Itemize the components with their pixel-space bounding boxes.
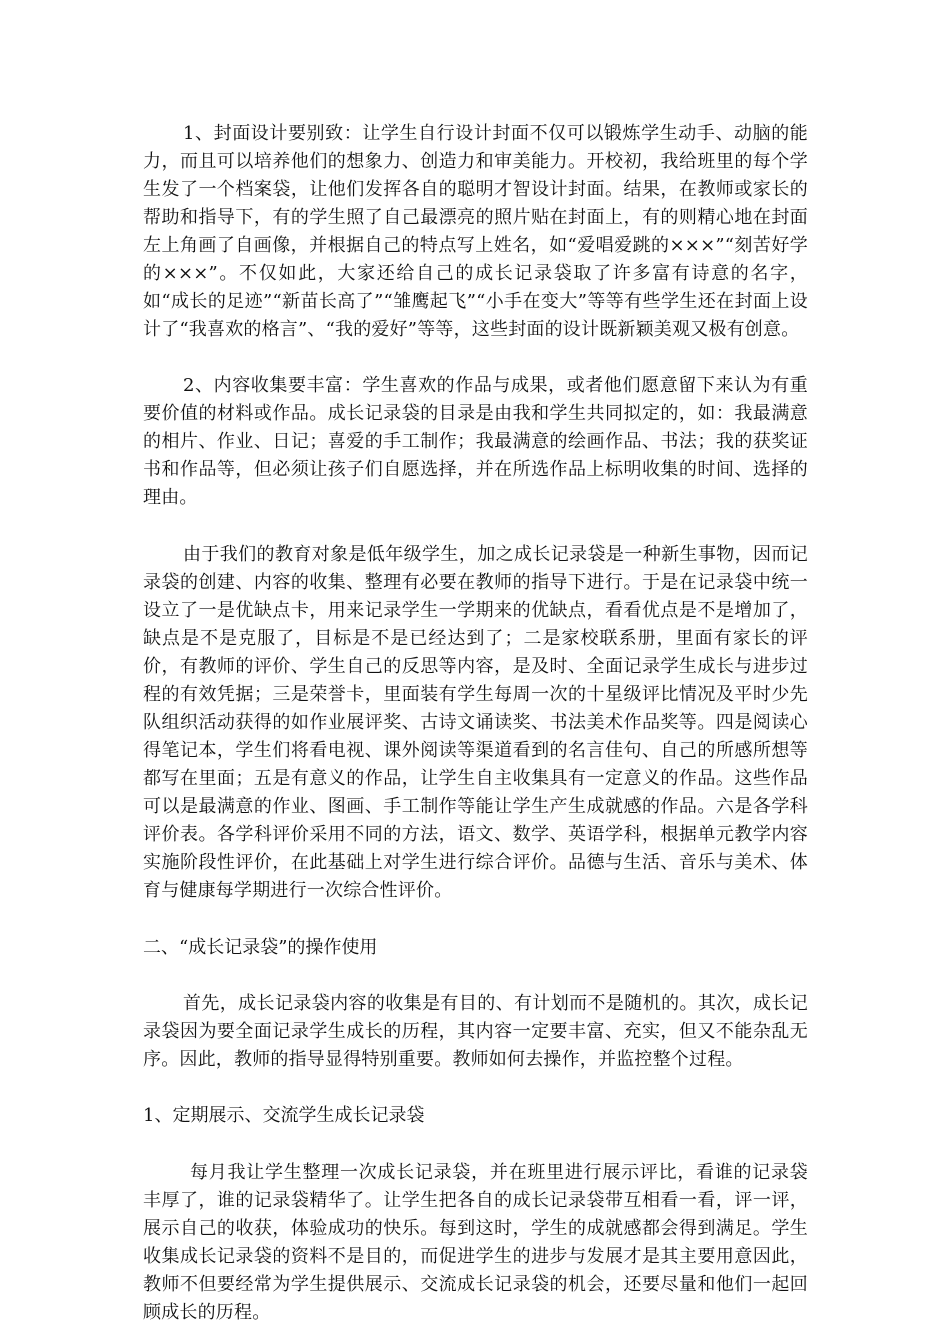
paragraph-record-bag-structure: 由于我们的教育对象是低年级学生，加之成长记录袋是一种新生事物，因而记录袋的创建、内容的收集、整理有必要在教师的指导下进行。于是在记录袋中统一设立了一是优缺点卡，用来记录学生一学期来的优缺点，看看优点是不是增加了，缺点是不是克服了，目标是不是已经达到了；二是家校联系册，里面有家长的评价，有教师的评价、学生自己的反思等内容，是及时、全面记录学生成长与进步过程的有效凭据；三是荣誉卡，里面装有学生每周一次的十星级评比情况及平时少先队组织活动获得的如作业展评奖、古诗文诵读奖、书法美术作品奖等。四是阅读心得笔记本，学生们将看电视、课外阅读等渠道看到的名言佳句、自己的所感所想等都写在里面；五是有意义的作品，让学生自主收集具有一定意义的作品。这些作品可以是最满意的作业、图画、手工制作等能让学生产生成就感的作品。六是各学科评价表。各学科评价采用不同的方法，语文、数学、英语学科，根据单元教学内容实施阶段性评价，在此基础上对学生进行综合评价。品德与生活、音乐与美术、体育与健康每学期进行一次综合性评价。 — [143, 544, 808, 901]
document-page — [143, 120, 808, 1327]
section-heading-operation-use: 二、“成长记录袋”的操作使用 — [143, 937, 378, 958]
subheading-regular-display: 1、定期展示、交流学生成长记录袋 — [143, 1105, 425, 1126]
paragraph-monthly-display: 每月我让学生整理一次成长记录袋，并在班里进行展示评比，看谁的记录袋丰厚了，谁的记录袋精华了。让学生把各自的成长记录袋带互相看一看，评一评，展示自己的收获，体验成功的快乐。每到这时，学生的成就感都会得到满足。学生收集成长记录袋的资料不是目的，而促进学生的进步与发展才是其主要用意因此，教师不但要经常为学生提供展示、交流成长记录袋的机会，还要尽量和他们一起回顾成长的历程。 — [143, 1162, 808, 1323]
paragraph-content-collection: 2、内容收集要丰富：学生喜欢的作品与成果，或者他们愿意留下来认为有重要价值的材料或作品。成长记录袋的目录是由我和学生共同拟定的，如：我最满意的相片、作业、日记；喜爱的手工制作；我最满意的绘画作品、书法；我的获奖证书和作品等，但必须让孩子们自愿选择，并在所选作品上标明收集的时间、选择的理由。 — [143, 375, 808, 508]
paragraph-operation-guidance: 首先，成长记录袋内容的收集是有目的、有计划而不是随机的。其次，成长记录袋因为要全面记录学生成长的历程，其内容一定要丰富、充实，但又不能杂乱无序。因此，教师的指导显得特别重要。教师如何去操作，并监控整个过程。 — [143, 993, 808, 1070]
paragraph-cover-design: 1、封面设计要别致：让学生自行设计封面不仅可以锻炼学生动手、动脑的能力，而且可以培养他们的想象力、创造力和审美能力。开校初，我给班里的每个学生发了一个档案袋，让他们发挥各自的聪明才智设计封面。结果，在教师或家长的帮助和指导下，有的学生照了自己最漂亮的照片贴在封面上，有的则精心地在封面左上角画了自画像，并根据自己的特点写上姓名，如“爱唱爱跳的×××”“刻苦好学的×××”。不仅如此，大家还给自己的成长记录袋取了许多富有诗意的名字，如“成长的足迹”“新苗长高了”“雏鹰起飞”“小手在变大”等等有些学生还在封面上设计了“我喜欢的格言”、“我的爱好”等等，这些封面的设计既新颖美观又极有创意。 — [143, 123, 808, 340]
